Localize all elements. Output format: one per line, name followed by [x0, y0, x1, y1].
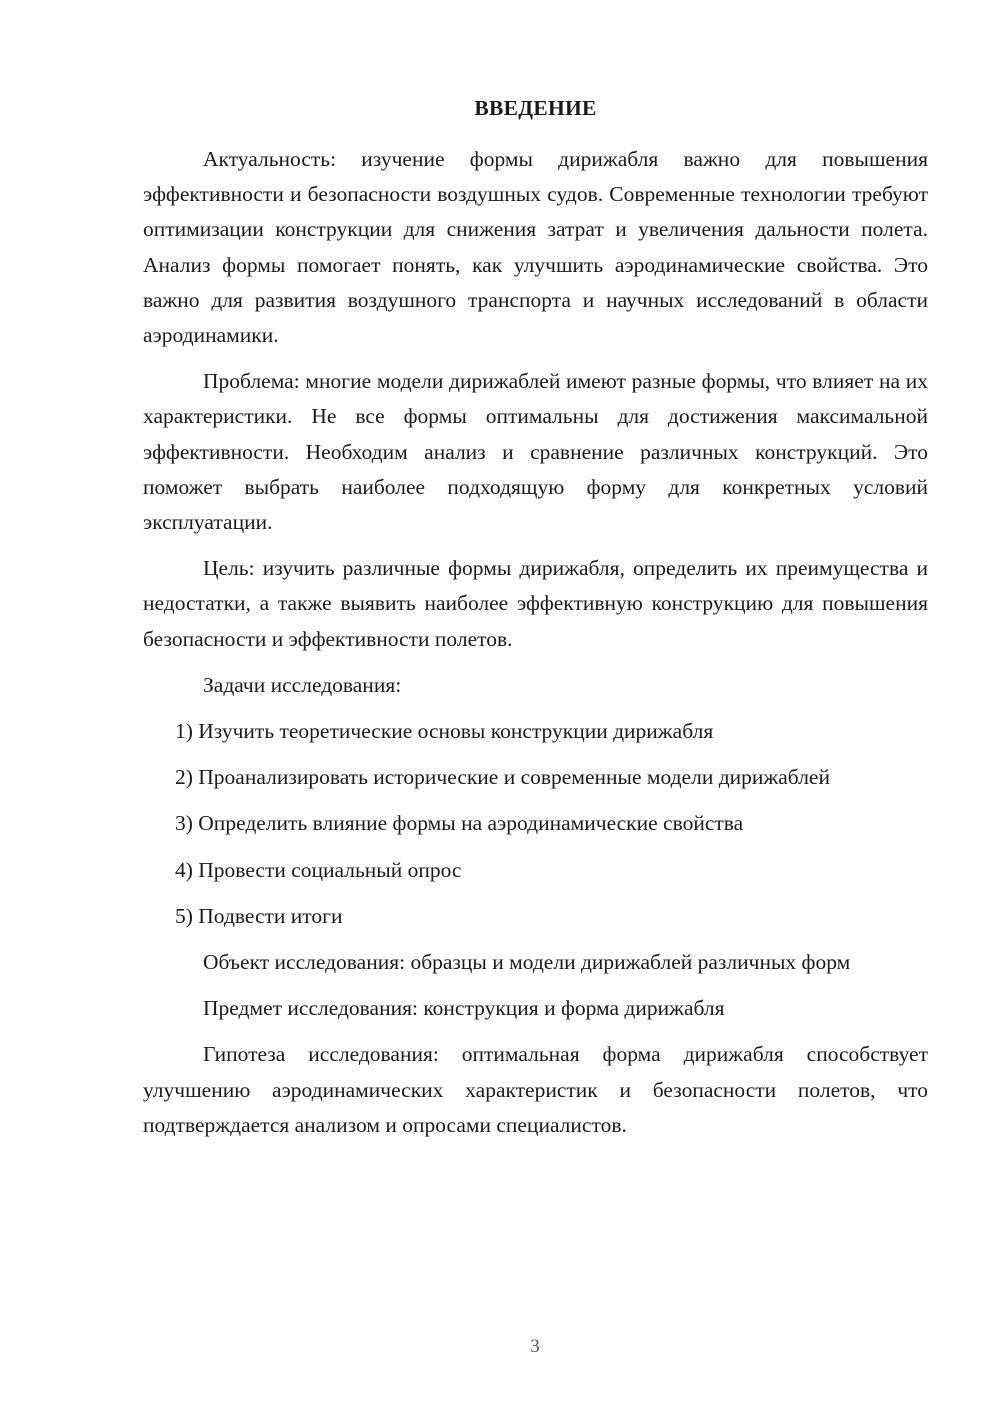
section-title: ВВЕДЕНИЕ — [474, 96, 597, 120]
task-item-4: 4) Провести социальный опрос — [175, 857, 462, 882]
paragraph-object: Объект исследования: образцы и модели дирижаблей различных форм — [203, 950, 851, 975]
task-item-5: 5) Подвести итоги — [175, 903, 343, 928]
paragraph-subject: Предмет исследования: конструкция и форма дирижабля — [203, 996, 725, 1021]
paragraph-problem: Проблема: многие модели дирижаблей имеют разные формы, что влияет на их характеристики. Не все формы оптимальны для достижения максимальной эффективности. Необходим анализ и сравнение различных конструкций. Это поможет выбрать наиболее подходящую форму для конкретных условий эксплуатации. — [143, 369, 928, 535]
paragraph-goal: Цель: изучить различные формы дирижабля, определить их преимущества и недостатки, а также выявить наиболее эффективную конструкцию для повышения безопасности и эффективности полетов. — [143, 556, 928, 651]
page-number: 3 — [530, 1336, 540, 1357]
task-item-3: 3) Определить влияние формы на аэродинамические свойства — [175, 811, 744, 836]
task-item-1: 1) Изучить теоретические основы конструкции дирижабля — [175, 719, 714, 744]
paragraph-relevance: Актуальность: изучение формы дирижабля важно для повышения эффективности и безопасности воздушных судов. Современные технологии требуют оптимизации конструкции для снижения затрат и увеличения дальности полета. Анализ формы помогает понять, как улучшить аэродинамические свойства. Это важно для развития воздушного транспорта и научных исследований в области аэродинамики. — [143, 147, 928, 348]
task-item-2: 2) Проанализировать исторические и современные модели дирижаблей — [175, 765, 830, 790]
paragraph-hypothesis: Гипотеза исследования: оптимальная форма дирижабля способствует улучшению аэродинамических характеристик и безопасности полетов, что подтверждается анализом и опросами специалистов. — [143, 1042, 928, 1137]
paragraph-tasks-heading: Задачи исследования: — [203, 672, 402, 697]
body-text — [143, 142, 928, 1154]
